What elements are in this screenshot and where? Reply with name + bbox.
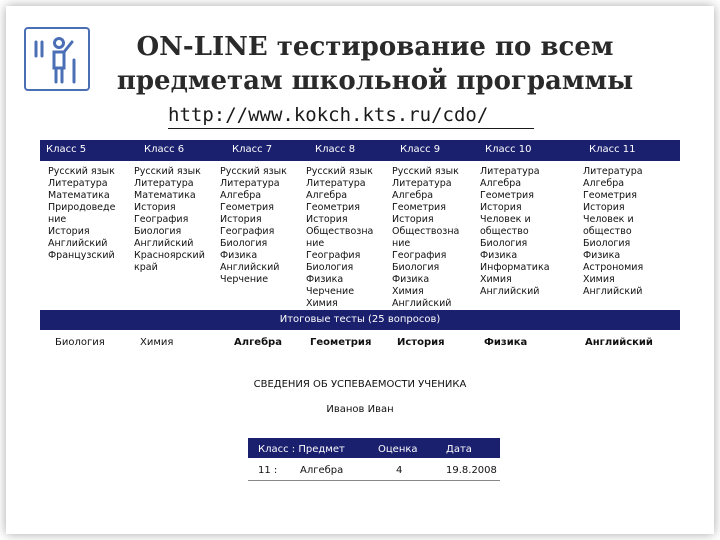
grade-9-subjects — [392, 166, 459, 310]
subject-link[interactable]: Химия — [392, 286, 424, 297]
subject-link[interactable]: География — [220, 226, 275, 237]
grade-header[interactable]: Класс 7 — [232, 144, 273, 155]
subject-link[interactable]: Физика — [306, 274, 344, 285]
person-raising-hand-icon — [32, 34, 84, 86]
subject-link[interactable]: ние — [48, 214, 67, 225]
subject-link[interactable]: Математика — [134, 190, 196, 201]
grade-header[interactable]: Класс 8 — [315, 144, 356, 155]
final-tests-bar — [40, 310, 680, 330]
url-underline — [168, 128, 534, 129]
subject-link[interactable]: Русский язык — [392, 166, 459, 177]
subject-link[interactable]: Английский — [134, 238, 194, 249]
subject-link[interactable]: Черчение — [306, 286, 355, 297]
subject-link[interactable]: История — [583, 202, 625, 213]
subject-link[interactable]: общество — [480, 226, 529, 237]
subject-link[interactable]: Алгебра — [480, 178, 522, 189]
subject-link[interactable]: История — [48, 226, 90, 237]
subject-link[interactable]: Литература — [134, 178, 194, 189]
subject-link[interactable]: Литература — [306, 178, 366, 189]
final-test-link[interactable]: Английский — [585, 337, 653, 348]
subject-link[interactable]: История — [392, 214, 434, 225]
subject-link[interactable]: Геометрия — [392, 202, 446, 213]
subject-link[interactable]: Физика — [480, 250, 518, 261]
subject-link[interactable]: край — [134, 262, 158, 273]
grade-header[interactable]: Класс 11 — [589, 144, 636, 155]
grade-11-subjects — [583, 166, 643, 298]
final-tests-label: Итоговые тесты (25 вопросов) — [279, 314, 441, 325]
subject-link[interactable]: Черчение — [220, 274, 269, 285]
grade-10-subjects — [480, 166, 550, 298]
subject-link[interactable]: Геометрия — [480, 190, 534, 201]
final-test-link[interactable]: История — [397, 337, 445, 348]
subject-link[interactable]: Человек и — [480, 214, 531, 225]
subject-link[interactable]: Биология — [306, 262, 354, 273]
grade-header[interactable]: Класс 10 — [485, 144, 532, 155]
results-header-date: Дата — [446, 444, 472, 455]
subject-link[interactable]: Обществозна — [392, 226, 460, 237]
logo — [24, 27, 90, 91]
subject-link[interactable]: История — [480, 202, 522, 213]
final-test-link[interactable]: Геометрия — [310, 337, 372, 348]
subject-link[interactable]: Русский язык — [220, 166, 287, 177]
subject-link[interactable]: Английский — [48, 238, 108, 249]
student-name: Иванов Иван — [326, 404, 394, 415]
subject-link[interactable]: общество — [583, 226, 632, 237]
subject-link[interactable]: Биология — [480, 238, 528, 249]
subject-link[interactable]: Математика — [48, 190, 110, 201]
subject-link[interactable]: Геометрия — [583, 190, 637, 201]
final-test-link[interactable]: Химия — [140, 337, 174, 348]
site-url-link[interactable]: http://www.kokch.kts.ru/cdo/ — [168, 104, 489, 126]
subject-link[interactable]: История — [220, 214, 262, 225]
subject-link[interactable]: Химия — [480, 274, 512, 285]
results-divider — [248, 480, 500, 481]
final-test-link[interactable]: Физика — [484, 337, 528, 348]
subject-link[interactable]: Литература — [583, 166, 643, 177]
subject-link[interactable]: Обществозна — [306, 226, 374, 237]
subject-link[interactable]: Физика — [583, 250, 621, 261]
grade-header[interactable]: Класс 6 — [144, 144, 185, 155]
final-test-link[interactable]: Биология — [55, 337, 105, 348]
subject-link[interactable]: История — [306, 214, 348, 225]
subject-link[interactable]: Информатика — [480, 262, 550, 273]
subject-link[interactable]: Алгебра — [583, 178, 625, 189]
subject-link[interactable]: Красноярский — [134, 250, 205, 261]
subject-link[interactable]: ние — [306, 238, 325, 249]
subject-link[interactable]: Литература — [480, 166, 540, 177]
subject-link[interactable]: Физика — [392, 274, 430, 285]
subject-link[interactable]: История — [134, 202, 176, 213]
subject-link[interactable]: Русский язык — [306, 166, 373, 177]
subject-link[interactable]: Человек и — [583, 214, 634, 225]
grade-6-subjects — [134, 166, 205, 274]
page-title — [110, 30, 640, 98]
subject-link[interactable]: География — [392, 250, 447, 261]
result-subject: Алгебра — [300, 465, 344, 476]
subject-link[interactable]: Геометрия — [306, 202, 360, 213]
grade-7-subjects — [220, 166, 287, 286]
title-line-2: предметам школьной программы — [116, 66, 634, 96]
subject-link[interactable]: Биология — [220, 238, 268, 249]
final-test-link[interactable]: Алгебра — [234, 337, 282, 348]
subject-link[interactable]: Алгебра — [306, 190, 348, 201]
subject-link[interactable]: Литература — [220, 178, 280, 189]
subject-link[interactable]: Биология — [583, 238, 631, 249]
subject-link[interactable]: ние — [392, 238, 411, 249]
subject-link[interactable]: Французский — [48, 250, 115, 261]
subject-link[interactable]: Алгебра — [392, 190, 434, 201]
subject-link[interactable]: Биология — [134, 226, 182, 237]
grade-header[interactable]: Класс 9 — [400, 144, 441, 155]
subject-link[interactable]: Астрономия — [583, 262, 644, 273]
subject-link[interactable]: География — [306, 250, 361, 261]
subject-link[interactable]: Алгебра — [220, 190, 262, 201]
report-title: СВЕДЕНИЯ ОБ УСПЕВАЕМОСТИ УЧЕНИКА — [253, 379, 467, 390]
grade-8-subjects — [306, 166, 373, 310]
subject-link[interactable]: Физика — [220, 250, 258, 261]
subject-link[interactable]: Химия — [583, 274, 615, 285]
subject-link[interactable]: Литература — [392, 178, 452, 189]
result-date: 19.8.2008 — [446, 465, 497, 476]
subject-link[interactable]: Литература — [48, 178, 108, 189]
result-grade: 11 : — [258, 465, 278, 476]
grades-header-bar — [40, 140, 680, 161]
title-line-1: ON-LINE тестирование по всем — [136, 32, 614, 62]
grade-header[interactable]: Класс 5 — [46, 144, 87, 155]
subject-link[interactable]: Геометрия — [220, 202, 274, 213]
subject-link[interactable]: Английский — [480, 286, 540, 297]
subject-link[interactable]: Английский — [392, 298, 452, 309]
subject-link[interactable]: Английский — [583, 286, 643, 297]
subject-link[interactable]: Природоведе — [48, 202, 116, 213]
subject-link[interactable]: Русский язык — [134, 166, 201, 177]
result-score: 4 — [396, 465, 403, 476]
grade-5-subjects — [48, 166, 115, 262]
subject-link[interactable]: Химия — [306, 298, 338, 309]
results-header-score: Оценка — [378, 444, 418, 455]
subject-link[interactable]: Биология — [392, 262, 440, 273]
subject-link[interactable]: География — [134, 214, 189, 225]
results-header-grade-subject: Класс : Предмет — [258, 444, 345, 455]
subject-link[interactable]: Английский — [220, 262, 280, 273]
subject-link[interactable]: Русский язык — [48, 166, 115, 177]
